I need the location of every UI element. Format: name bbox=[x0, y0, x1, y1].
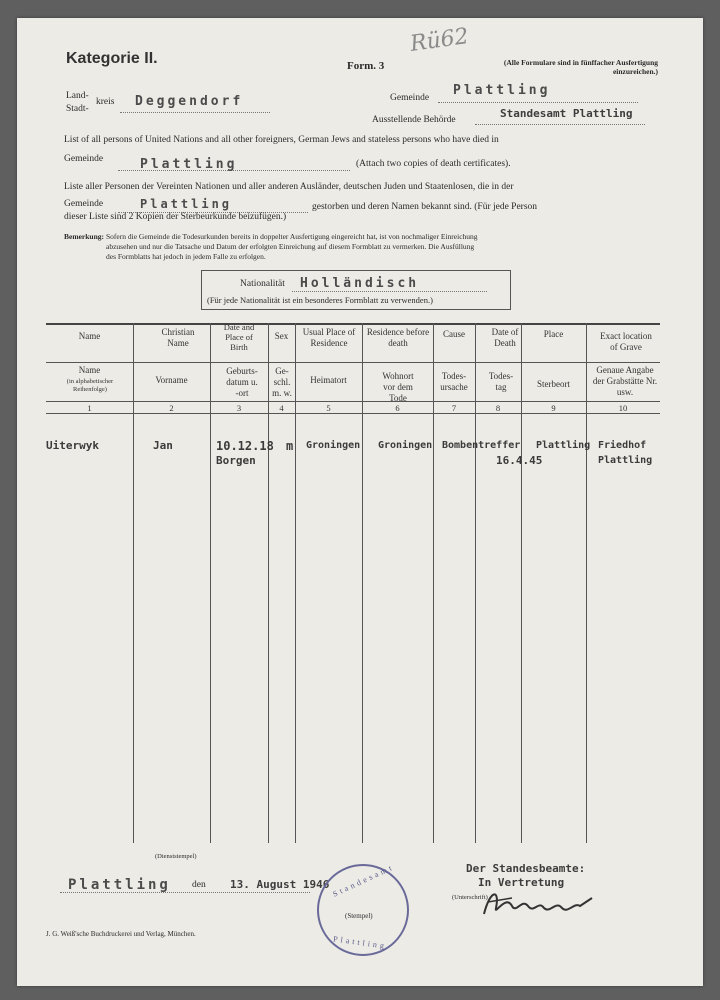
nationality-value: Holländisch bbox=[300, 276, 420, 291]
col-header-en-place: Place bbox=[543, 329, 564, 339]
row-grave-line2: Plattling bbox=[598, 455, 653, 466]
row-birth-date: 10.12.18 bbox=[216, 439, 274, 453]
row-death-date: 16.4.45 bbox=[496, 454, 543, 467]
col-number-6: 6 bbox=[395, 403, 400, 413]
instruction-de-line3: dieser Liste sind 2 Kopien der Sterbeurkunde beizufügen.) bbox=[64, 212, 287, 222]
col-header-en-grave: Exact location of Grave bbox=[600, 331, 652, 352]
footer-place: Plattling bbox=[68, 877, 171, 893]
landkreis-label-top: Land- bbox=[66, 91, 89, 101]
gemeinde-value: Plattling bbox=[453, 83, 551, 98]
instruction-en-gemeinde-label: Gemeinde bbox=[64, 154, 104, 164]
col-header-de-name-sub: (in alphabetischer Reihenfolge) bbox=[66, 378, 114, 393]
col-header-en-residence-before-death: Residence before death bbox=[366, 327, 430, 348]
instruction-en-gemeinde-value: Plattling bbox=[140, 157, 238, 172]
col-header-de-wohnort: Wohnort vor dem Tode bbox=[382, 371, 414, 403]
col-number-7: 7 bbox=[451, 403, 457, 413]
instruction-en-attach: (Attach two copies of death certificates). bbox=[356, 159, 511, 169]
official-line2: In Vertretung bbox=[478, 876, 565, 889]
instruction-de-gemeinde-label: Gemeinde bbox=[64, 199, 104, 209]
col-header-en-christian-name: Christian Name bbox=[161, 327, 195, 348]
col-header-de-sterbeort: Sterbeort bbox=[537, 379, 570, 389]
col-header-de-ursache: Todes-ursache bbox=[440, 371, 468, 392]
col-number-5: 5 bbox=[326, 403, 331, 413]
row-place: Plattling bbox=[536, 440, 591, 451]
landkreis-label-bottom: Stadt- bbox=[66, 104, 89, 114]
remark-line2: abzusehen und nur die Tatsache und Datum der erfolgten Einreichung auf diesem Formblatt zu vermerken. Die Ausfüllung bbox=[106, 242, 475, 251]
col-header-de-heimatort: Heimatort bbox=[310, 375, 347, 385]
form-number: Form. 3 bbox=[347, 60, 385, 72]
col-header-de-vorname: Vorname bbox=[155, 375, 188, 385]
col-number-1: 1 bbox=[87, 403, 92, 413]
remark-line1: Sofern die Gemeinde die Todesurkunden bereits in doppelter Ausfertigung eingereicht hat, ist von nochmaliger Einreichung bbox=[106, 232, 478, 241]
row-name: Uiterwyk bbox=[46, 439, 99, 452]
col-number-9: 9 bbox=[551, 403, 556, 413]
gemeinde-label: Gemeinde bbox=[390, 93, 430, 103]
signature-hint: (Dienststempel) bbox=[155, 853, 197, 860]
nationality-label: Nationalität bbox=[240, 279, 285, 289]
col-number-4: 4 bbox=[279, 403, 284, 413]
remark-label: Bemerkung: bbox=[64, 232, 104, 241]
col-header-de-todestag: Todes-tag bbox=[488, 371, 514, 392]
official-line1: Der Standesbeamte: bbox=[466, 862, 586, 875]
row-sex: m bbox=[286, 439, 294, 453]
col-header-de-grave: Genaue Angabe der Grabstätte Nr. usw. bbox=[592, 365, 658, 397]
instruction-de-gemeinde-value: Plattling bbox=[140, 197, 233, 211]
instruction-de-line2: gestorben und deren Namen bekannt sind. (Für jede Person bbox=[312, 202, 538, 212]
row-vorname: Jan bbox=[153, 439, 173, 452]
death-register-table bbox=[46, 323, 660, 843]
col-header-de-sex: Ge-schl. m. w. bbox=[272, 366, 292, 398]
handwritten-signature bbox=[478, 884, 598, 920]
col-header-en-date-of-death: Date of Death bbox=[491, 327, 519, 348]
behoerde-label: Ausstellende Behörde bbox=[372, 115, 456, 125]
instruction-en-line1: List of all persons of United Nations and all other foreigners, German Jews and stateless persons who have died in bbox=[64, 135, 499, 145]
col-header-en-sex: Sex bbox=[274, 331, 289, 341]
seal-text-top: Standesamt bbox=[331, 862, 396, 899]
col-number-3: 3 bbox=[236, 403, 242, 413]
landkreis-value: Deggendorf bbox=[135, 94, 244, 109]
row-birth-place: Borgen bbox=[216, 454, 256, 467]
col-number-10: 10 bbox=[618, 403, 628, 413]
col-header-en-birth: Date and Place of Birth bbox=[223, 322, 255, 352]
col-header-de-name: Name bbox=[78, 365, 101, 375]
kreis-label: kreis bbox=[96, 97, 115, 107]
remark-line3: des Formblatts hat jedoch in jedem Falle zu erfolgen. bbox=[106, 252, 266, 261]
nationality-note: (Für jede Nationalität ist ein besonderes Formblatt zu verwenden.) bbox=[207, 295, 433, 305]
footer-date-value: 13. August 1946 bbox=[230, 878, 330, 891]
col-header-de-birth: Geburts-datum u. -ort bbox=[226, 366, 258, 398]
category-title: Kategorie II. bbox=[66, 50, 158, 67]
handwritten-reference: Rü62 bbox=[408, 24, 471, 57]
row-wohnort: Groningen bbox=[378, 440, 433, 451]
col-header-en-name: Name bbox=[78, 331, 101, 341]
printer-imprint: J. G. Weiß'sche Buchdruckerei und Verlag, München. bbox=[46, 930, 196, 938]
col-number-2: 2 bbox=[169, 403, 174, 413]
behoerde-value: Standesamt Plattling bbox=[500, 107, 633, 120]
instruction-de-line1: Liste aller Personen der Vereinten Nationen und aller anderen Ausländer, deutschen Juden und Staatenlosen, die in der bbox=[64, 182, 514, 192]
row-grave-line1: Friedhof bbox=[598, 440, 647, 451]
footer-date-label: den bbox=[192, 880, 206, 890]
col-header-en-usual-residence: Usual Place of Residence bbox=[302, 327, 356, 348]
col-header-en-cause: Cause bbox=[443, 329, 465, 339]
row-cause: Bombentreffer bbox=[442, 440, 521, 451]
stamp-label: (Stempel) bbox=[345, 912, 373, 920]
form-note: (Alle Formulare sind in fünffacher Ausfertigung einzureichen.) bbox=[503, 58, 658, 76]
row-heimatort: Groningen bbox=[306, 440, 361, 451]
official-hint: (Unterschrift) bbox=[452, 894, 488, 901]
seal-text-bottom: Plattling bbox=[332, 934, 388, 951]
col-number-8: 8 bbox=[495, 403, 501, 413]
